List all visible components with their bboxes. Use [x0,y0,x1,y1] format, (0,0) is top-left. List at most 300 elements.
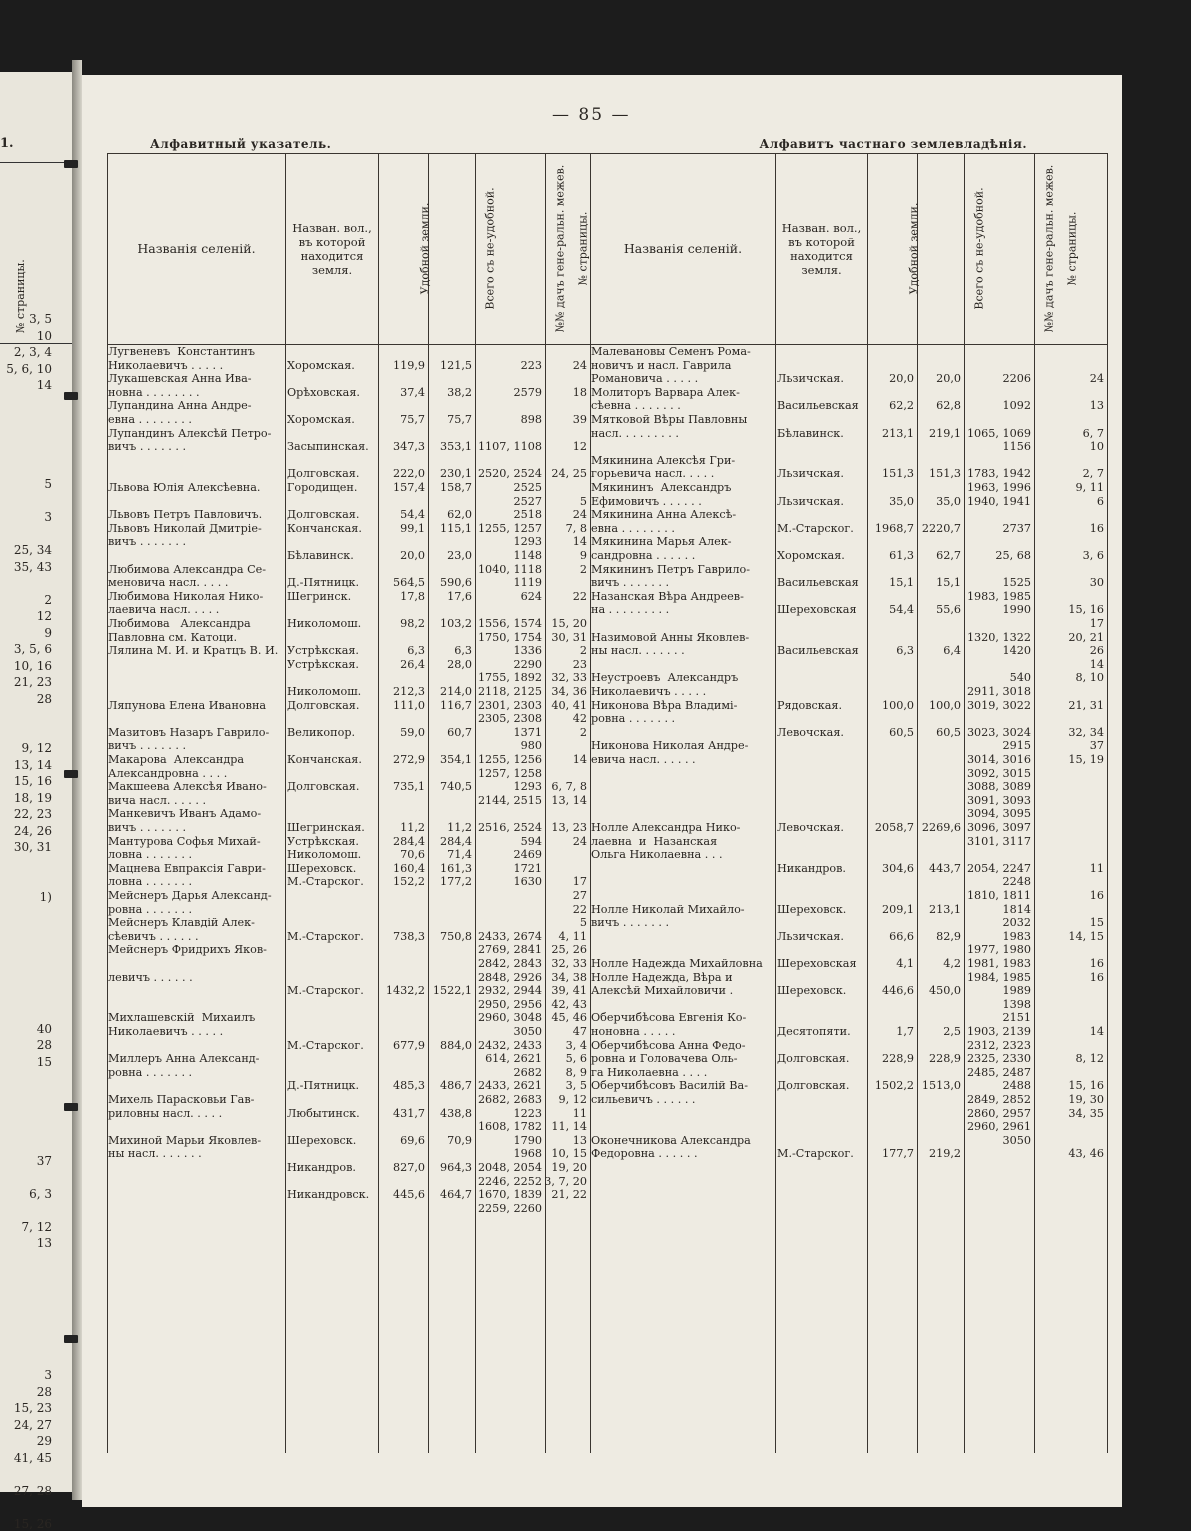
left-dachi-entry: 2432, 2433 [477,1038,542,1052]
left-volosts-entry: Кончанская. [287,753,362,766]
left-pages-entry: 25, 26 [551,943,587,957]
left-volosts-entry: Шегринская. [287,821,365,834]
left-dachi-entry: 1968 [513,1147,542,1161]
right-dachi-entry: 1320, 1322 [966,630,1031,644]
left-page-entry: 5 [44,477,52,491]
left-pages-entry: 9 [579,549,587,562]
right-names-entry: Оконечникова Александра [591,1133,751,1147]
left-total-entry: 177,2 [439,875,472,889]
left-pages-entry: 14 [572,753,587,766]
right-dachi-entry: 1420 [1002,644,1031,658]
right-dachi-entry: 1981, 1983 [966,957,1031,970]
right-useful-entry: 62,2 [889,399,914,413]
left-pages-column [546,345,590,1445]
left-dachi-entry: 2048, 2054 [477,1161,542,1174]
left-pages-entry: 15, 20 [551,617,587,630]
right-names-entry: сѣевна . . . . . . . [591,399,681,413]
left-names-entry: Мантурова Софья Михай- [108,834,261,848]
left-volosts-entry: Устрѣкская. [287,644,359,658]
right-useful-entry: 20,0 [889,372,914,386]
right-names-entry: Нолле Николай Михайло- [591,902,745,916]
left-dachi-entry: 1670, 1839 [477,1188,542,1202]
right-volosts-entry: Левочская. [777,725,844,739]
right-names-entry: Мякинина Алексѣя Гри- [591,453,736,467]
binding-clip [64,770,78,778]
right-dachi-entry: 2151 [1002,1011,1031,1025]
right-names-entry: насл. . . . . . . . . [591,426,679,440]
right-names-entry: Нолле Надежда, Вѣра и [591,970,733,984]
left-page-entry: 3, 5, 6 [13,642,52,656]
left-pages-entry: 2 [579,562,587,576]
left-pages-entry: 4, 11 [558,929,587,943]
left-useful-entry: 222,0 [392,467,425,481]
right-dachi-entry: 2248 [1002,875,1031,889]
left-total-entry: 353,1 [439,440,472,454]
left-dachi-entry: 2769, 2841 [477,943,542,957]
left-names-entry: Мейснеръ Фридрихъ Яков- [108,943,267,957]
right-total-entry: 228,9 [928,1052,961,1066]
col-header-volost-right: Назван. вол., въ которой находится земля. [776,154,868,345]
right-names-entry: ровна . . . . . . . [591,712,676,726]
right-total-entry: 4,2 [943,957,961,970]
left-total-entry: 438,8 [439,1106,472,1120]
right-names-entry: Алексѣй Михайловичи . [591,984,734,998]
right-total-entry: 443,7 [928,861,961,875]
left-pages-entry: 3, 4 [565,1038,587,1052]
left-page-entry: 29 [36,1434,52,1448]
left-page-entry: 22, 23 [13,807,52,821]
right-volosts-entry: Шереховская [777,957,857,970]
right-pages-entry: 34, 35 [1068,1106,1104,1120]
left-dachi-entry: 594 [520,834,542,848]
left-names-entry: Макшеева Алексѣя Ивано- [108,780,267,794]
right-dachi-entry: 3088, 3089 [966,780,1031,794]
left-pages-entry: 9, 12 [558,1093,587,1106]
left-page-entry: 40 [36,1021,52,1036]
right-names-entry: лаевна и Назанская [591,834,718,848]
col-header-pages: № страницы. [576,211,590,286]
right-volosts-entry: Льзичская. [777,372,844,386]
right-pages-entry: 15, 19 [1068,753,1104,766]
right-dachi-entry: 3092, 3015 [966,766,1031,780]
right-names-entry: вичъ . . . . . . . [591,576,670,590]
left-total-entry: 214,0 [439,685,472,698]
left-names-entry: Лукашевская Анна Ива- [108,372,252,386]
left-dachi-entry: 2579 [513,385,542,399]
left-total-entry: 1522,1 [432,984,472,998]
right-dachi-entry: 2849, 2852 [966,1093,1031,1106]
right-dachi-entry: 3050 [1002,1133,1031,1147]
left-total-entry: 964,3 [439,1161,472,1174]
right-dachi-entry: 3014, 3016 [966,753,1031,766]
right-total-entry: 35,0 [936,494,961,508]
right-pages-entry: 16 [1089,970,1104,984]
left-names-entry: Любимова Александра Се- [108,562,267,576]
right-pages-entry: 15, 16 [1068,603,1104,617]
left-dachi-entry: 2842, 2843 [477,957,542,970]
left-names-entry: Макарова Александра [108,753,245,766]
left-names-entry: Лугвеневъ Константинъ [108,345,255,358]
binding-clip [64,1103,78,1111]
left-names-entry: Манкевичъ Иванъ Адамо- [108,807,262,821]
right-dachi-entry: 2960, 2961 [966,1120,1031,1134]
left-names-entry: вичъ . . . . . . . [108,821,187,834]
left-pages-entry: 3, 7, 20 [544,1174,587,1188]
right-names-entry: Оберчибѣсова Евгенія Ко- [591,1011,747,1025]
right-dachi-entry: 1983, 1985 [966,589,1031,603]
left-dachi-entry: 1148 [513,549,542,562]
left-useful-entry: 212,3 [392,685,425,698]
right-names-entry: евича насл. . . . . . [591,753,696,766]
left-useful-entry: 431,7 [392,1106,425,1120]
left-names-entry: Михлашевскій Михаилъ [108,1011,256,1025]
left-volosts-entry: Николомош. [287,617,362,630]
left-pages-entry: 23 [572,657,587,671]
right-pages-entry: 30 [1089,576,1104,590]
right-names-entry: Ольга Николаевна . . . [591,848,723,862]
right-names-entry: Нолле Александра Нико- [591,821,741,834]
left-names-entry: Львовъ Николай Дмитріе- [108,521,262,535]
right-total-entry: 213,1 [928,902,961,916]
right-volosts-entry: М.-Старског. [777,521,854,535]
left-pages-entry: 45, 46 [551,1011,587,1025]
left-pages-entry: 17 [572,875,587,889]
left-page-entry: 6, 3 [29,1186,52,1201]
left-useful-entry: 827,0 [392,1161,425,1174]
left-total-entry: 158,7 [439,481,472,494]
right-dachi-entry: 1065, 1069 [966,426,1031,440]
left-volosts-entry: Д.-Пятницк. [287,1079,360,1093]
right-names-entry: сандровна . . . . . . [591,549,696,562]
right-useful-entry: 54,4 [889,603,914,617]
left-names-entry: вича насл. . . . . . [108,793,206,807]
left-dachi-entry: 2950, 2956 [477,997,542,1011]
right-volosts-entry: Шереховск. [777,984,847,998]
right-dachi-entry: 1977, 1980 [966,943,1031,957]
right-useful-entry: 6,3 [896,644,914,658]
left-pages-entry: 22 [572,589,587,603]
col-header-volost: Назван. вол., въ которой находится земля. [286,154,379,345]
left-names-entry: Львовъ Петръ Павловичъ. [108,508,263,522]
left-page-entry: 9 [44,625,52,640]
left-page-edge [0,72,72,1531]
right-useful-entry: 1,7 [896,1025,914,1038]
right-pages-entry: 11 [1089,861,1104,875]
left-useful-entry: 119,9 [392,358,425,372]
left-useful-entry: 54,4 [400,508,425,522]
left-useful-entry: 485,3 [392,1079,425,1093]
right-volosts-entry: М.-Старског. [777,1147,854,1161]
left-useful-entry: 37,4 [400,385,425,399]
left-total-column [429,345,475,1445]
binding-clip [64,1335,78,1343]
left-useful-entry: 111,0 [392,698,425,712]
left-page-entry: 1) [39,889,52,904]
right-dachi-entry: 1984, 1985 [966,970,1031,984]
left-page-entry: 37 [36,1153,52,1168]
left-page-column-label: № страницы. [14,259,27,333]
left-total-entry: 486,7 [439,1079,472,1093]
right-pages-entry: 6, 7 [1082,426,1104,440]
right-total-column [918,345,964,1445]
left-pages-entry: 18 [572,385,587,399]
left-names-entry: Любимова Александра [108,617,251,630]
right-dachi-entry: 25, 68 [995,549,1031,562]
right-dachi-entry: 1903, 2139 [966,1025,1031,1038]
left-useful-entry: 26,4 [400,657,425,671]
col-header-dachi: №№ дачъ гене-ральн. межев. [553,164,567,333]
right-names-entry: вичъ . . . . . . . [591,916,670,930]
left-page-entry: 28 [36,1038,52,1052]
page-number: — 85 — [552,105,631,125]
right-pages-entry: 16 [1089,957,1104,970]
left-page-entry: 28 [36,691,52,706]
left-pages-entry: 30, 31 [551,630,587,644]
left-dachi-entry: 2433, 2674 [477,929,542,943]
left-total-entry: 464,7 [439,1188,472,1202]
left-dachi-entry: 1255, 1256 [477,753,542,766]
left-total-entry: 884,0 [439,1038,472,1052]
left-useful-entry: 1432,2 [385,984,425,998]
left-pages-entry: 47 [572,1025,587,1038]
left-dachi-entry: 223 [520,358,542,372]
left-pages-entry: 27 [572,889,587,902]
left-useful-entry: 69,6 [400,1133,425,1147]
left-page-entry: 28 [36,1384,52,1399]
right-volosts-entry: Десятопяти. [777,1025,851,1038]
right-dachi-entry: 2206 [1002,372,1031,386]
left-total-entry: 161,3 [439,861,472,875]
left-total-entry: 71,4 [447,848,472,862]
left-pages-entry: 19, 20 [551,1161,587,1174]
left-dachi-entry: 2527 [513,494,542,508]
left-page-entry: 2 [44,592,52,607]
right-names-entry: Малевановы Семенъ Рома- [591,345,751,358]
left-page-entry: 15, 16 [13,774,52,788]
right-pages-entry: 2, 7 [1082,467,1104,481]
right-pages-entry: 43, 46 [1068,1147,1104,1161]
left-pages-entry: 39, 41 [551,984,587,998]
left-names-entry: сѣевичъ . . . . . . [108,929,199,943]
right-volosts-entry: Рядовская. [777,698,843,712]
left-dachi-entry: 1790 [513,1133,542,1147]
right-volosts-column [776,345,867,1445]
right-dachi-entry: 2488 [1002,1079,1031,1093]
left-names-entry: лаевича насл. . . . . [108,603,220,617]
left-useful-entry: 347,3 [392,440,425,454]
right-useful-entry: 446,6 [881,984,914,998]
left-pages-entry: 2 [579,644,587,658]
left-pages-entry: 32, 33 [551,957,587,970]
right-names-entry: га Николаевна . . . . [591,1065,708,1079]
right-useful-entry: 304,6 [881,861,914,875]
left-total-entry: 116,7 [439,698,472,712]
left-names-entry: вичъ . . . . . . . [108,739,187,753]
left-total-entry: 28,0 [447,657,472,671]
left-volosts-entry: Устрѣкская. [287,834,359,848]
right-names-entry: ноновна . . . . . [591,1025,676,1038]
right-volosts-entry: Льзичская. [777,929,844,943]
left-total-entry: 284,4 [439,834,472,848]
left-names-entry: ловна . . . . . . . [108,848,193,862]
right-names-entry: Оберчибѣсовъ Василій Ва- [591,1079,748,1093]
left-pages-entry: 5 [579,916,587,930]
right-total-entry: 2220,7 [921,521,961,535]
right-pages-entry: 8, 10 [1075,671,1104,685]
right-dachi-entry: 2915 [1002,739,1031,753]
left-total-entry: 115,1 [439,521,472,535]
left-pages-entry: 11 [572,1106,587,1120]
left-dachi-entry: 2848, 2926 [477,970,542,984]
right-names-entry: Ефимовичъ . . . . . . [591,494,702,508]
right-total-entry: 450,0 [928,984,961,998]
right-pages-entry: 15 [1089,916,1104,930]
left-volosts-entry: Великопор. [287,725,356,739]
right-dachi-entry: 1940, 1941 [966,494,1031,508]
left-pages-entry: 24, 25 [551,467,587,481]
left-names-entry: евна . . . . . . . . [108,413,192,426]
left-volosts-entry: Шегринск. [287,589,352,603]
left-page-entry: 18, 19 [13,790,52,805]
right-dachi-entry: 3019, 3022 [966,698,1031,712]
left-pages-entry: 39 [572,413,587,426]
left-volosts-entry: Долговская. [287,467,360,481]
right-dachi-entry: 1983 [1002,929,1031,943]
right-useful-entry: 177,7 [881,1147,914,1161]
left-dachi-entry: 1293 [513,535,542,549]
right-total-entry: 62,8 [936,399,961,413]
left-total-entry: 38,2 [447,385,472,399]
document-page [82,75,1122,1507]
left-names-entry: Ляпунова Елена Ивановна [108,698,267,712]
right-useful-entry: 213,1 [881,426,914,440]
left-page-entry: 15, 23 [13,1401,52,1415]
left-pages-entry: 21, 22 [551,1188,587,1202]
left-names-entry: Мейснеръ Дарья Александ- [108,889,272,902]
left-names-column [108,345,285,1445]
right-names-entry: Мякинина Анна Алексѣ- [591,508,737,522]
right-total-entry: 100,0 [928,698,961,712]
left-dachi-entry: 2259, 2260 [477,1201,542,1215]
right-dachi-entry: 2054, 2247 [966,861,1031,875]
left-names-entry: Михиной Марьи Яковлев- [108,1133,262,1147]
right-volosts-entry: Левочская. [777,821,844,834]
left-names-entry: ловна . . . . . . . [108,875,193,889]
left-dachi-entry: 2518 [513,508,542,522]
right-dachi-entry: 2911, 3018 [966,685,1031,698]
left-page-entry: 3 [44,1368,52,1382]
right-total-entry: 62,7 [936,549,961,562]
right-pages-entry: 10 [1089,440,1104,454]
right-pages-entry: 16 [1089,889,1104,902]
left-page-entry: 3 [44,510,52,524]
left-pages-entry: 42 [572,712,587,726]
left-page-entry: 10 [36,328,52,343]
left-total-entry: 121,5 [439,358,472,372]
right-pages-entry: 16 [1089,521,1104,535]
right-volosts-entry: Хоромская. [777,549,845,562]
left-pages-entry: 12 [572,440,587,454]
right-dachi-entry: 2325, 2330 [966,1052,1031,1066]
right-dachi-entry: 1525 [1002,576,1031,590]
right-pages-entry: 26 [1089,644,1104,658]
right-dachi-entry: 3094, 3095 [966,807,1031,821]
right-volosts-entry: Льзичская. [777,467,844,481]
index-table [107,153,1108,1453]
left-dachi-entry: 2305, 2308 [477,712,542,726]
left-volosts-entry: Орѣховская. [287,385,360,399]
left-useful-entry: 157,4 [392,481,425,494]
right-dachi-entry: 1814 [1002,902,1031,916]
left-useful-entry: 98,2 [400,617,425,630]
right-useful-entry: 151,3 [881,467,914,481]
right-total-entry: 20,0 [936,372,961,386]
right-useful-column [868,345,917,1445]
binding-clip [64,160,78,168]
left-dachi-entry: 2932, 2944 [477,984,542,998]
left-volosts-entry: М.-Старског. [287,875,364,889]
left-dachi-entry: 2469 [513,848,542,862]
left-dachi-entry: 1293 [513,780,542,794]
left-useful-entry: 160,4 [392,861,425,875]
left-pages-entry: 5, 6 [565,1052,587,1066]
left-dachi-entry: 1257, 1258 [477,766,542,780]
left-volosts-entry: Городищен. [287,481,358,494]
right-total-entry: 15,1 [936,576,961,590]
right-names-entry: новичъ и насл. Гаврила [591,358,732,372]
left-pages-entry: 24 [572,358,587,372]
left-useful-entry: 272,9 [392,753,425,766]
col-header-total: Всего съ не-удобной. [483,187,497,310]
left-volosts-entry: Николомош. [287,848,362,862]
left-total-entry: 230,1 [439,467,472,481]
right-dachi-entry: 1963, 1996 [966,481,1031,494]
right-names-entry: Романовича . . . . . [591,372,699,386]
left-dachi-entry: 624 [520,589,542,603]
left-dachi-entry: 1556, 1574 [477,617,542,630]
left-useful-entry: 445,6 [392,1188,425,1202]
right-volosts-entry: Шереховская [777,603,857,617]
left-page-entry: 9, 12 [21,741,52,755]
left-useful-entry: 59,0 [400,725,425,739]
left-dachi-entry: 2144, 2515 [477,793,542,807]
right-total-entry: 1513,0 [921,1079,961,1093]
right-dachi-entry: 1989 [1002,984,1031,998]
left-total-entry: 70,9 [447,1133,472,1147]
left-total-entry: 354,1 [439,753,472,766]
col-header-pages-right: № страницы. [1065,211,1079,286]
left-dachi-entry: 1608, 1782 [477,1120,542,1134]
left-useful-entry: 564,5 [392,576,425,590]
left-useful-entry: 70,6 [400,848,425,862]
left-page-entry: 24, 27 [13,1417,52,1432]
left-useful-entry: 99,1 [400,521,425,535]
left-volosts-entry: Долговская. [287,780,360,794]
left-page-entry: 14 [36,378,52,392]
book-gutter [72,60,82,1500]
right-names-entry: Назанская Вѣра Андреев- [591,589,744,603]
right-volosts-entry: Льзичская. [777,494,844,508]
right-dachi-entry: 1990 [1002,603,1031,617]
left-pages-entry: 11, 14 [551,1120,587,1134]
left-volosts-column [286,345,378,1445]
left-dachi-entry: 1721 [513,861,542,875]
right-names-entry: Федоровна . . . . . . [591,1147,698,1161]
right-pages-entry: 13 [1089,399,1104,413]
left-names-entry: Мацнева Евпраксія Гаври- [108,861,266,875]
col-header-name-right: Названія селеній. [591,154,776,345]
right-pages-column [1035,345,1107,1445]
